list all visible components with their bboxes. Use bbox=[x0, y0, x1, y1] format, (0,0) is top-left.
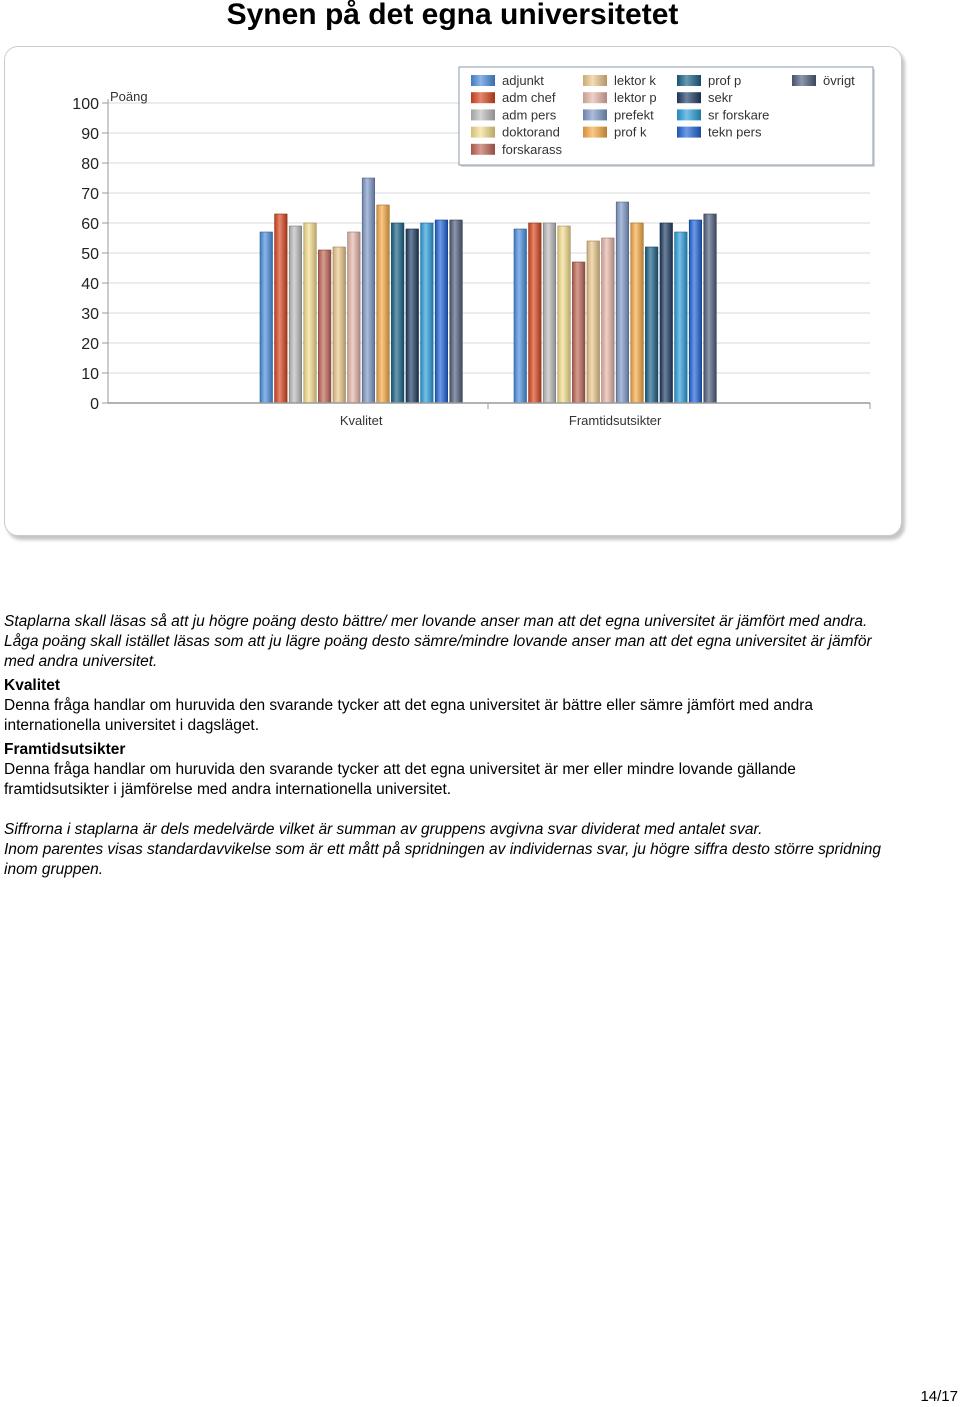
page-title: Synen på det egna universitetet bbox=[226, 0, 679, 31]
bar-doktorand-kvalitet bbox=[304, 223, 317, 403]
stats-note bbox=[4, 820, 904, 880]
bar-prof-p-framtidsutsikter bbox=[645, 247, 658, 403]
bar-forskarass-kvalitet bbox=[318, 250, 331, 403]
legend-label: övrigt bbox=[823, 73, 855, 88]
stats-note-line2: Inom parentes visas standardavvikelse som är ett mått på spridningen av individernas svar, ju högre siffra desto större spridning inom gruppen. bbox=[4, 841, 882, 878]
bar-adm-chef-kvalitet bbox=[275, 214, 288, 403]
bar-lektor-p-kvalitet bbox=[348, 232, 361, 403]
bar-adm-chef-framtidsutsikter bbox=[529, 223, 542, 403]
bar-lektor-p-framtidsutsikter bbox=[602, 238, 615, 403]
y-tick-label: 80 bbox=[81, 156, 99, 173]
kvalitet-heading: Kvalitet bbox=[4, 677, 60, 694]
legend-label: lektor p bbox=[614, 90, 657, 106]
y-tick-label: 0 bbox=[90, 396, 99, 413]
x-category-label: Kvalitet bbox=[339, 413, 383, 428]
legend-swatch bbox=[471, 92, 495, 103]
legend-swatch bbox=[471, 75, 495, 86]
legend-swatch bbox=[471, 144, 495, 155]
bar-forskarass-framtidsutsikter bbox=[572, 262, 585, 403]
bar-prof-k-kvalitet bbox=[377, 205, 390, 403]
bar-adjunkt-framtidsutsikter bbox=[514, 229, 527, 403]
stats-note-line1: Siffrorna i staplarna är dels medelvärde vilket är summan av gruppens avgivna svar dividerat med antalet svar. bbox=[4, 821, 763, 838]
y-tick-label: 60 bbox=[81, 216, 99, 233]
bar-adm-pers-kvalitet bbox=[289, 226, 302, 403]
bar-tekn-pers-framtidsutsikter bbox=[689, 220, 702, 403]
bar-adjunkt-kvalitet bbox=[260, 232, 273, 403]
legend-label: doktorand bbox=[502, 124, 560, 140]
legend-label: sr forskare bbox=[708, 107, 770, 123]
legend-label: adm chef bbox=[502, 90, 556, 106]
legend-swatch bbox=[677, 127, 701, 138]
intro-note: Staplarna skall läsas så att ju högre poäng desto bättre/ mer lovande anser man att det egna universitet är jämfört med andra. Låga poäng skall istället läsas som att ju lägre poäng desto sämre/mindre lovande anser man att det egna universitet är jämför med andra universitet. bbox=[4, 613, 872, 670]
page-number: 14/17 bbox=[920, 1388, 958, 1405]
bar-prof-p-kvalitet bbox=[391, 223, 404, 403]
bar-lektor-k-framtidsutsikter bbox=[587, 241, 600, 403]
bar-övrigt-kvalitet bbox=[450, 220, 463, 403]
notes bbox=[4, 612, 904, 880]
legend-label: prefekt bbox=[614, 107, 654, 123]
legend-label: sekr bbox=[708, 90, 733, 106]
y-tick-label: 30 bbox=[81, 306, 99, 323]
legend-swatch bbox=[471, 109, 495, 120]
legend-label: adm pers bbox=[502, 107, 557, 123]
legend-label: adjunkt bbox=[502, 73, 544, 88]
legend-swatch bbox=[583, 75, 607, 86]
chart-panel bbox=[4, 46, 902, 536]
legend-swatch bbox=[792, 75, 816, 86]
bar-prof-k-framtidsutsikter bbox=[631, 223, 644, 403]
legend-swatch bbox=[583, 92, 607, 103]
legend-swatch bbox=[677, 92, 701, 103]
y-tick-label: 50 bbox=[81, 246, 99, 263]
y-tick-label: 90 bbox=[81, 126, 99, 143]
legend bbox=[459, 67, 875, 167]
y-tick-label: 20 bbox=[81, 336, 99, 353]
y-tick-label: 10 bbox=[81, 366, 99, 383]
y-axis-label: Poäng bbox=[110, 89, 148, 104]
bar-sr-forskare-kvalitet bbox=[421, 223, 434, 403]
bar-sr-forskare-framtidsutsikter bbox=[675, 232, 688, 403]
bar-adm-pers-framtidsutsikter bbox=[543, 223, 556, 403]
x-category-label: Framtidsutsikter bbox=[568, 413, 662, 428]
bars bbox=[260, 178, 716, 403]
y-tick-label: 40 bbox=[81, 276, 99, 293]
y-tick-label: 70 bbox=[81, 186, 99, 203]
bar-chart bbox=[5, 47, 903, 537]
legend-swatch bbox=[471, 127, 495, 138]
framtid-text: Denna fråga handlar om huruvida den svarande tycker att det egna universitet är mer eller mindre lovande gällande framtidsutsikter i jämförelse med andra internationella universitet. bbox=[4, 761, 796, 798]
bar-tekn-pers-kvalitet bbox=[435, 220, 448, 403]
kvalitet-text: Denna fråga handlar om huruvida den svarande tycker att det egna universitet är bättre eller sämre jämfört med andra internationella universitet i dagsläget. bbox=[4, 697, 814, 734]
bar-prefekt-kvalitet bbox=[362, 178, 375, 403]
legend-label: forskarass bbox=[502, 141, 562, 157]
bar-lektor-k-kvalitet bbox=[333, 247, 346, 403]
legend-swatch bbox=[677, 109, 701, 120]
legend-label: prof p bbox=[708, 73, 742, 88]
legend-label: lektor k bbox=[614, 73, 656, 88]
bar-doktorand-framtidsutsikter bbox=[558, 226, 571, 403]
legend-swatch bbox=[583, 127, 607, 138]
legend-swatch bbox=[583, 109, 607, 120]
legend-swatch bbox=[677, 75, 701, 86]
bar-prefekt-framtidsutsikter bbox=[616, 202, 629, 403]
bar-övrigt-framtidsutsikter bbox=[704, 214, 717, 403]
legend-label: prof k bbox=[614, 124, 647, 140]
bar-sekr-kvalitet bbox=[406, 229, 419, 403]
bar-sekr-framtidsutsikter bbox=[660, 223, 673, 403]
y-tick-label: 100 bbox=[72, 96, 99, 113]
framtid-heading: Framtidsutsikter bbox=[4, 741, 126, 758]
legend-label: tekn pers bbox=[708, 124, 762, 140]
